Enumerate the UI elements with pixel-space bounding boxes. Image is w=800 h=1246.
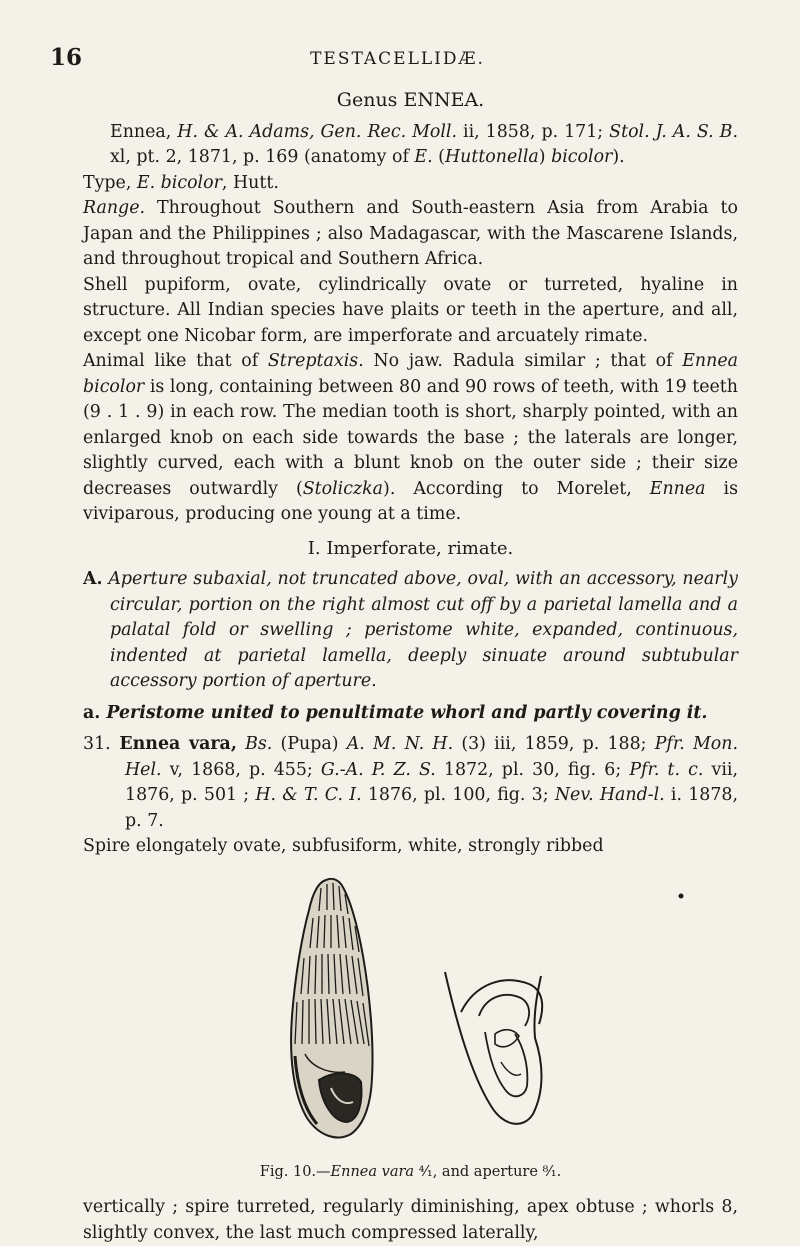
- species-ref-text: 1876, pl. 100, fig. 3;: [361, 785, 555, 805]
- species-number: 31.: [83, 734, 111, 754]
- animal-text: is long, containing between 80 and 90 rows of teeth, with 19 teeth (9 . 1 . 9) in each row. The median tooth is short, sharply pointed, with an enlarged knob on each side towards the base ; the laterals are longer, slightly curved, each with a blunt knob on the outer side ; their size decreases outwardly (: [83, 376, 738, 499]
- running-title: TESTACELLIDÆ.: [310, 49, 485, 69]
- page-body: [83, 88, 738, 1246]
- caption-text: ⁴⁄₁, and aperture ⁸⁄₁.: [414, 1163, 562, 1180]
- species-ref-italic: Pfr. Mon. Hel.: [125, 734, 739, 780]
- animal-paragraph: [83, 349, 738, 528]
- species-entry: [83, 732, 738, 834]
- range-label: Range.: [83, 198, 146, 218]
- figure-illustration: [83, 866, 738, 1156]
- figure-caption: [83, 1160, 738, 1186]
- type-species: E. bicolor: [136, 172, 222, 193]
- section-A-text: Aperture subaxial, not truncated above, oval, with an accessory, nearly circular, portion on the right almost cut off by a parietal lamella and a palatal fold or swelling ; peristome white, expanded, continuous, indented at parietal lamella, deeply sinuate around subtubular accessory portion of aperture.: [102, 569, 738, 691]
- species-ref-italic: Nev. Hand-l.: [554, 785, 665, 805]
- animal-italic: Stoliczka: [302, 478, 384, 499]
- species-ref-italic: Pfr. t. c.: [629, 759, 704, 780]
- shell-illustration-icon: [291, 878, 372, 1137]
- ref-text: (: [432, 147, 445, 167]
- section-a: [83, 701, 738, 727]
- ref-text: ): [538, 147, 552, 167]
- animal-text: is viviparous, producing one young at a time.: [83, 478, 738, 524]
- animal-italic: Streptaxis: [267, 351, 359, 371]
- species-ref-text: (Pupa): [272, 734, 347, 754]
- ink-dot: [679, 893, 684, 898]
- caption-label: Fig. 10.—: [259, 1163, 331, 1180]
- type-line: [83, 171, 738, 197]
- section-a-label: a.: [83, 702, 101, 723]
- ref-italic: E.: [414, 147, 433, 167]
- section-a-text: Peristome united to penultimate whorl and partly covering it.: [100, 702, 708, 723]
- aperture-illustration-icon: [445, 972, 542, 1124]
- species-ref-italic: Bs.: [236, 734, 273, 754]
- species-ref-italic: G.-A. P. Z. S.: [320, 759, 436, 780]
- ref-text: ii, 1858, p. 171;: [457, 121, 610, 142]
- ref-text: xl, pt. 2, 1871, p. 169 (anatomy of: [110, 147, 415, 167]
- range-text: Throughout Southern and South-eastern Asia from Arabia to Japan and the Philippines ; also Madagascar, with the Mascarene Islands, and throughout tropical and Southern Africa.: [83, 198, 738, 269]
- ref-italic: bicolor: [551, 147, 613, 167]
- species-ref-text: 1872, pl. 30, fig. 6;: [435, 759, 630, 780]
- section-heading-I: I. Imperforate, rimate.: [307, 537, 514, 559]
- genus-heading: Genus ENNEA.: [336, 89, 485, 111]
- species-ref-text: vii, 1876, p. 501 ;: [125, 759, 738, 805]
- species-ref-text: i. 1878, p. 7.: [125, 785, 738, 831]
- spire-line: Spire elongately ovate, subfusiform, white, strongly ribbed: [83, 836, 604, 856]
- ref-citation: Stol. J. A. S. B.: [609, 121, 738, 142]
- figure-10: [83, 866, 738, 1156]
- species-ref-italic: H. & T. C. I.: [255, 785, 362, 805]
- page-header: [50, 44, 745, 74]
- species-ref-text: v, 1868, p. 455;: [161, 759, 321, 780]
- page-number: 16: [50, 44, 83, 71]
- type-text: Type,: [83, 172, 137, 193]
- animal-italic: Ennea bicolor: [83, 351, 738, 397]
- section-A: [83, 567, 738, 695]
- caption-species: Ennea vara: [330, 1163, 415, 1180]
- animal-text: Animal like that of: [83, 351, 268, 371]
- closing-paragraph: vertically ; spire turreted, regularly diminishing, apex obtuse ; whorls 8, slightly convex, the last much compressed laterally,: [83, 1197, 738, 1243]
- ref-citation: H. & A. Adams, Gen. Rec. Moll.: [177, 121, 458, 142]
- section-A-label: A.: [83, 569, 103, 589]
- range-paragraph: [83, 196, 738, 273]
- ref-text: ).: [612, 147, 625, 167]
- species-ref-italic: A. M. N. H.: [346, 734, 454, 754]
- ref-text: Ennea,: [110, 121, 178, 142]
- ref-italic: Huttonella: [444, 147, 539, 167]
- reference-paragraph: [83, 120, 738, 171]
- type-text: , Hutt.: [221, 172, 279, 193]
- species-ref-text: (3) iii, 1859, p. 188;: [453, 734, 655, 754]
- animal-italic: Ennea: [649, 478, 706, 499]
- shell-paragraph: Shell pupiform, ovate, cylindrically ovate or turreted, hyaline in structure. All Indian species have plaits or teeth in the aperture, and all, except one Nicobar form, are imperforate and arcuately rimate.: [83, 274, 738, 346]
- species-name: Ennea vara,: [110, 734, 237, 754]
- animal-text: . No jaw. Radula similar ; that of: [358, 351, 683, 371]
- animal-text: ). According to Morelet,: [383, 478, 650, 499]
